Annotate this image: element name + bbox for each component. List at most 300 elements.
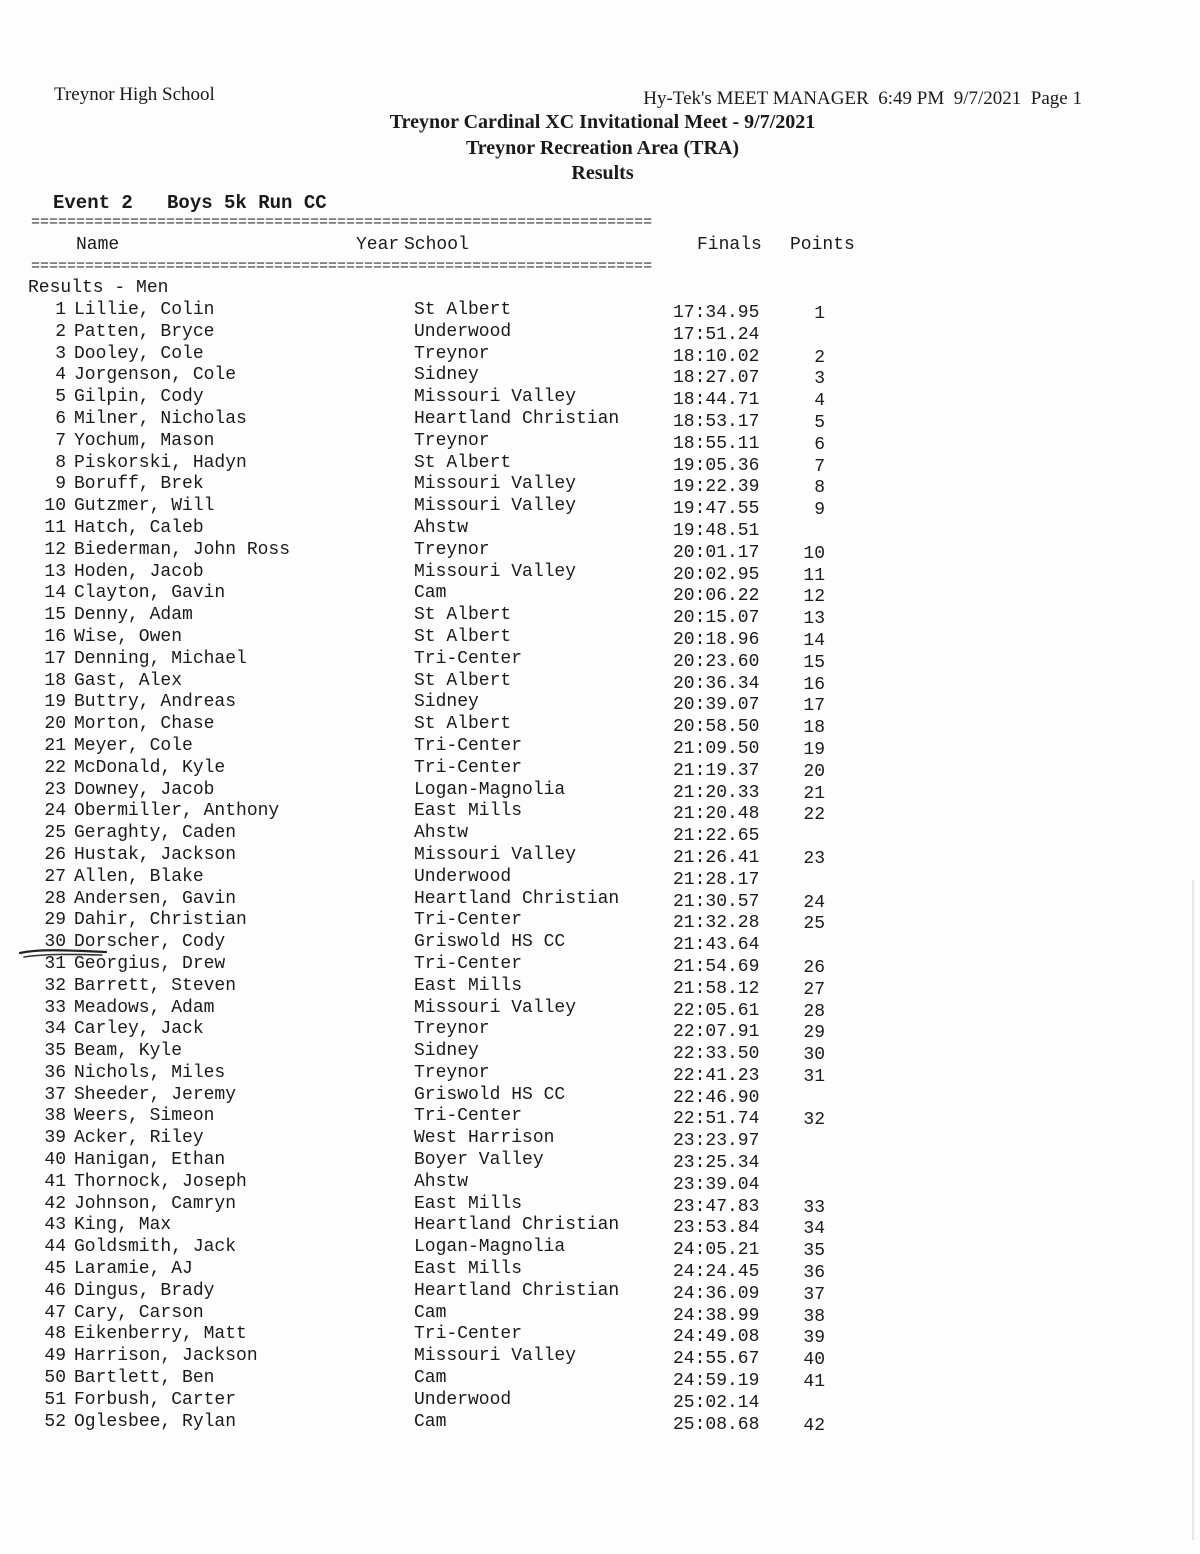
table-row xyxy=(0,453,900,475)
points-cell: 42 xyxy=(803,1415,825,1436)
finals-cell: 18:44.71 xyxy=(673,390,760,411)
table-row xyxy=(0,780,900,802)
name-cell: Johnson, Camryn xyxy=(74,1193,237,1214)
report-type: Results xyxy=(571,162,634,184)
table-row xyxy=(0,562,900,584)
table-row xyxy=(0,1128,900,1150)
school-cell: Tri-Center xyxy=(414,953,523,974)
table-row xyxy=(0,910,900,935)
name-cell: Hustak, Jackson xyxy=(74,844,237,865)
place-cell: 23 xyxy=(44,779,66,800)
table-row xyxy=(0,496,900,521)
school-cell: Underwood xyxy=(414,321,512,342)
place-cell: 48 xyxy=(44,1324,66,1345)
table-row xyxy=(0,605,900,630)
school-cell: Tri-Center xyxy=(414,757,523,778)
name-cell: Obermiller, Anthony xyxy=(74,801,280,822)
points-cell: 28 xyxy=(803,1001,825,1022)
table-row xyxy=(0,736,900,758)
name-cell: Hanigan, Ethan xyxy=(74,1150,226,1171)
school-cell: Heartland Christian xyxy=(414,888,620,909)
table-row xyxy=(0,1085,900,1107)
column-header-year: Year xyxy=(356,235,400,255)
table-row xyxy=(0,867,900,889)
table-row xyxy=(0,1106,900,1131)
school-cell: Griswold HS CC xyxy=(414,932,566,953)
name-cell: Dingus, Brady xyxy=(74,1280,215,1301)
place-cell: 38 xyxy=(44,1106,66,1127)
place-cell: 33 xyxy=(44,997,66,1018)
table-row xyxy=(0,758,900,780)
finals-cell: 24:59.19 xyxy=(673,1371,760,1392)
school-cell: Treynor xyxy=(414,430,490,451)
school-cell: Tri-Center xyxy=(414,648,523,669)
finals-cell: 19:05.36 xyxy=(673,455,760,476)
place-cell: 18 xyxy=(44,670,66,691)
points-cell: 1 xyxy=(814,304,825,324)
school-cell: St Albert xyxy=(414,670,512,691)
points-cell: 6 xyxy=(814,434,825,455)
table-row xyxy=(0,1390,900,1412)
place-cell: 7 xyxy=(55,430,66,451)
name-cell: Weers, Simeon xyxy=(74,1106,215,1127)
points-cell: 31 xyxy=(803,1066,825,1087)
school-cell: Underwood xyxy=(414,1389,512,1410)
table-row xyxy=(0,1041,900,1066)
finals-cell: 21:28.17 xyxy=(673,869,760,890)
points-cell: 22 xyxy=(803,805,825,826)
finals-cell: 22:41.23 xyxy=(673,1065,760,1086)
school-cell: Missouri Valley xyxy=(414,1346,577,1367)
finals-cell: 24:49.08 xyxy=(673,1327,760,1348)
points-cell: 30 xyxy=(803,1045,825,1066)
table-row xyxy=(0,845,900,867)
finals-cell: 20:01.17 xyxy=(673,542,760,563)
name-cell: Denny, Adam xyxy=(74,605,193,626)
finals-cell: 18:27.07 xyxy=(673,368,760,389)
table-row xyxy=(0,518,900,540)
points-cell: 21 xyxy=(803,783,825,804)
name-cell: Gast, Alex xyxy=(74,670,183,691)
name-cell: Jorgenson, Cole xyxy=(74,365,237,386)
name-cell: McDonald, Kyle xyxy=(74,757,226,778)
place-cell: 36 xyxy=(44,1062,66,1083)
finals-cell: 24:55.67 xyxy=(673,1349,760,1370)
finals-cell: 18:53.17 xyxy=(673,411,760,432)
name-cell: Barrett, Steven xyxy=(74,975,237,996)
name-cell: Geraghty, Caden xyxy=(74,823,237,844)
name-cell: Boruff, Brek xyxy=(74,474,204,495)
table-row xyxy=(0,1194,900,1216)
school-cell: Cam xyxy=(414,1302,447,1323)
points-cell: 7 xyxy=(814,456,825,477)
place-cell: 4 xyxy=(55,365,66,386)
finals-cell: 17:34.95 xyxy=(673,303,760,323)
place-cell: 35 xyxy=(44,1041,66,1062)
points-cell: 12 xyxy=(803,587,825,608)
name-cell: Hatch, Caleb xyxy=(74,517,204,538)
school-cell: Missouri Valley xyxy=(414,387,577,408)
school-cell: Missouri Valley xyxy=(414,997,577,1018)
table-row xyxy=(0,998,900,1020)
points-cell: 41 xyxy=(803,1372,825,1393)
finals-cell: 21:19.37 xyxy=(673,760,760,781)
finals-cell: 22:33.50 xyxy=(673,1044,760,1065)
place-cell: 32 xyxy=(44,975,66,996)
points-cell: 33 xyxy=(803,1197,825,1218)
name-cell: Allen, Blake xyxy=(74,866,204,887)
name-cell: Gutzmer, Will xyxy=(74,496,215,517)
school-cell: Missouri Valley xyxy=(414,496,577,517)
table-row xyxy=(0,1172,900,1194)
table-row xyxy=(0,583,900,608)
name-cell: Eikenberry, Matt xyxy=(74,1324,247,1345)
name-cell: Patten, Bryce xyxy=(74,321,215,342)
section-label: Results - Men xyxy=(28,278,169,298)
school-cell: Missouri Valley xyxy=(414,844,577,865)
finals-cell: 21:30.57 xyxy=(673,891,760,912)
name-cell: King, Max xyxy=(74,1215,172,1236)
results-table xyxy=(0,300,900,1436)
table-row xyxy=(0,627,900,649)
table-row xyxy=(0,300,900,322)
finals-cell: 20:06.22 xyxy=(673,586,760,607)
name-cell: Meyer, Cole xyxy=(74,735,193,756)
finals-cell: 21:20.33 xyxy=(673,782,760,803)
school-cell: Missouri Valley xyxy=(414,561,577,582)
scan-edge xyxy=(1192,880,1194,1540)
school-cell: East Mills xyxy=(414,1193,523,1214)
column-header-name: Name xyxy=(76,235,120,255)
finals-cell: 23:53.84 xyxy=(673,1218,760,1239)
table-row xyxy=(0,1368,900,1393)
name-cell: Andersen, Gavin xyxy=(74,888,237,909)
name-cell: Sheeder, Jeremy xyxy=(74,1084,237,1105)
name-cell: Piskorski, Hadyn xyxy=(74,452,247,473)
school-cell: Sidney xyxy=(414,692,479,713)
points-cell: 15 xyxy=(803,652,825,673)
finals-cell: 21:09.50 xyxy=(673,738,760,759)
points-cell: 5 xyxy=(814,412,825,433)
finals-cell: 24:36.09 xyxy=(673,1283,760,1304)
finals-cell: 20:36.34 xyxy=(673,673,760,694)
school-cell: St Albert xyxy=(414,452,512,473)
school-cell: St Albert xyxy=(414,626,512,647)
points-cell: 37 xyxy=(803,1284,825,1305)
points-cell: 23 xyxy=(803,848,825,869)
name-cell: Dorscher, Cody xyxy=(74,932,226,953)
finals-cell: 22:05.61 xyxy=(673,1000,760,1021)
finals-cell: 20:15.07 xyxy=(673,608,760,629)
name-cell: Yochum, Mason xyxy=(74,430,215,451)
school-cell: Treynor xyxy=(414,539,490,560)
finals-cell: 21:26.41 xyxy=(673,847,760,868)
finals-cell: 20:18.96 xyxy=(673,629,760,650)
place-cell: 28 xyxy=(44,888,66,909)
school-cell: Ahstw xyxy=(414,823,469,844)
finals-cell: 24:05.21 xyxy=(673,1240,760,1261)
place-cell: 14 xyxy=(44,583,66,604)
place-cell: 45 xyxy=(44,1259,66,1280)
points-cell: 14 xyxy=(803,630,825,651)
place-cell: 5 xyxy=(55,387,66,408)
points-cell: 38 xyxy=(803,1306,825,1327)
table-row xyxy=(0,954,900,976)
meet-title: Treynor Cardinal XC Invitational Meet - 9/7/2021 xyxy=(389,111,816,133)
place-cell: 8 xyxy=(55,452,66,473)
name-cell: Laramie, AJ xyxy=(74,1259,193,1280)
place-cell: 22 xyxy=(44,757,66,778)
place-cell: 26 xyxy=(44,844,66,865)
points-cell: 10 xyxy=(803,543,825,564)
name-cell: Morton, Chase xyxy=(74,714,215,735)
place-cell: 1 xyxy=(55,300,66,320)
school-cell: St Albert xyxy=(414,605,512,626)
place-cell: 21 xyxy=(44,735,66,756)
finals-cell: 20:02.95 xyxy=(673,564,760,585)
points-cell: 16 xyxy=(803,674,825,695)
place-cell: 42 xyxy=(44,1193,66,1214)
software-stamp: Hy-Tek's MEET MANAGER 6:49 PM 9/7/2021 Page 1 xyxy=(643,88,1082,109)
finals-cell: 18:10.02 xyxy=(673,346,760,367)
place-cell: 47 xyxy=(44,1302,66,1323)
table-row xyxy=(0,1019,900,1044)
name-cell: Georgius, Drew xyxy=(74,953,226,974)
table-row xyxy=(0,671,900,693)
table-row xyxy=(0,823,900,845)
name-cell: Carley, Jack xyxy=(74,1019,204,1040)
school-cell: Tri-Center xyxy=(414,735,523,756)
table-row xyxy=(0,932,900,954)
place-cell: 10 xyxy=(44,496,66,517)
place-cell: 39 xyxy=(44,1128,66,1149)
table-row xyxy=(0,1150,900,1172)
points-cell: 34 xyxy=(803,1219,825,1240)
points-cell: 9 xyxy=(814,500,825,521)
finals-cell: 25:02.14 xyxy=(673,1392,760,1413)
points-cell: 11 xyxy=(803,565,825,586)
school-cell: Cam xyxy=(414,583,447,604)
school-cell: East Mills xyxy=(414,1259,523,1280)
school-cell: Ahstw xyxy=(414,1171,469,1192)
school-cell: Treynor xyxy=(414,1062,490,1083)
name-cell: Milner, Nicholas xyxy=(74,408,247,429)
points-cell: 24 xyxy=(803,892,825,913)
points-cell: 29 xyxy=(803,1023,825,1044)
points-cell: 3 xyxy=(814,369,825,390)
table-row xyxy=(0,474,900,499)
place-cell: 37 xyxy=(44,1084,66,1105)
points-cell: 13 xyxy=(803,609,825,630)
school-cell: East Mills xyxy=(414,975,523,996)
place-cell: 29 xyxy=(44,910,66,931)
finals-cell: 24:24.45 xyxy=(673,1262,760,1283)
points-cell: 32 xyxy=(803,1110,825,1131)
event-title: Event 2 Boys 5k Run CC xyxy=(53,192,327,214)
school-cell: Underwood xyxy=(414,866,512,887)
place-cell: 41 xyxy=(44,1171,66,1192)
finals-cell: 23:25.34 xyxy=(673,1153,760,1174)
school-cell: East Mills xyxy=(414,801,523,822)
divider-rule: ===================================================================== xyxy=(31,262,653,271)
finals-cell: 23:39.04 xyxy=(673,1174,760,1195)
table-row xyxy=(0,1237,900,1262)
table-row xyxy=(0,714,900,739)
name-cell: Acker, Riley xyxy=(74,1128,204,1149)
school-cell: Tri-Center xyxy=(414,910,523,931)
finals-cell: 21:43.64 xyxy=(673,935,760,956)
points-cell: 2 xyxy=(814,347,825,368)
school-cell: Boyer Valley xyxy=(414,1150,544,1171)
name-cell: Cary, Carson xyxy=(74,1302,204,1323)
place-cell: 2 xyxy=(55,321,66,342)
finals-cell: 21:20.48 xyxy=(673,804,760,825)
finals-cell: 17:51.24 xyxy=(673,324,760,345)
finals-cell: 19:47.55 xyxy=(673,499,760,520)
name-cell: Denning, Michael xyxy=(74,648,247,669)
finals-cell: 18:55.11 xyxy=(673,433,760,454)
place-cell: 25 xyxy=(44,823,66,844)
column-header-points: Points xyxy=(790,235,855,255)
place-cell: 51 xyxy=(44,1389,66,1410)
name-cell: Oglesbee, Rylan xyxy=(74,1411,237,1432)
place-cell: 20 xyxy=(44,714,66,735)
finals-cell: 21:32.28 xyxy=(673,913,760,934)
points-cell: 36 xyxy=(803,1263,825,1284)
points-cell: 18 xyxy=(803,718,825,739)
table-row xyxy=(0,1281,900,1303)
name-cell: Thornock, Joseph xyxy=(74,1171,247,1192)
finals-cell: 19:22.39 xyxy=(673,477,760,498)
finals-cell: 20:23.60 xyxy=(673,651,760,672)
school-cell: Heartland Christian xyxy=(414,1280,620,1301)
table-row xyxy=(0,1063,900,1085)
name-cell: Biederman, John Ross xyxy=(74,539,291,560)
school-cell: Cam xyxy=(414,1368,447,1389)
place-cell: 30 xyxy=(44,932,66,953)
place-cell: 17 xyxy=(44,648,66,669)
finals-cell: 20:39.07 xyxy=(673,695,760,716)
place-cell: 46 xyxy=(44,1280,66,1301)
points-cell: 19 xyxy=(803,739,825,760)
place-cell: 13 xyxy=(44,561,66,582)
name-cell: Buttry, Andreas xyxy=(74,692,237,713)
name-cell: Meadows, Adam xyxy=(74,997,215,1018)
points-cell: 17 xyxy=(803,696,825,717)
place-cell: 11 xyxy=(44,517,66,538)
school-cell: Treynor xyxy=(414,1019,490,1040)
finals-cell: 23:47.83 xyxy=(673,1196,760,1217)
table-row xyxy=(0,1412,900,1434)
name-cell: Forbush, Carter xyxy=(74,1389,237,1410)
table-row xyxy=(0,365,900,390)
table-row xyxy=(0,1324,900,1349)
finals-cell: 20:58.50 xyxy=(673,717,760,738)
name-cell: Beam, Kyle xyxy=(74,1041,183,1062)
points-cell: 27 xyxy=(803,979,825,1000)
points-cell: 20 xyxy=(803,761,825,782)
points-cell: 25 xyxy=(803,914,825,935)
table-row xyxy=(0,431,900,453)
column-header-school: School xyxy=(404,235,469,255)
place-cell: 6 xyxy=(55,408,66,429)
finals-cell: 21:22.65 xyxy=(673,826,760,847)
school-cell: St Albert xyxy=(414,714,512,735)
name-cell: Nichols, Miles xyxy=(74,1062,226,1083)
place-cell: 50 xyxy=(44,1368,66,1389)
table-row xyxy=(0,409,900,431)
place-cell: 3 xyxy=(55,343,66,364)
table-row xyxy=(0,801,900,826)
school-cell: Missouri Valley xyxy=(414,474,577,495)
place-cell: 34 xyxy=(44,1019,66,1040)
school-cell: Sidney xyxy=(414,365,479,386)
name-cell: Hoden, Jacob xyxy=(74,561,204,582)
table-row xyxy=(0,889,900,911)
table-row xyxy=(0,322,900,344)
school-cell: Ahstw xyxy=(414,517,469,538)
name-cell: Harrison, Jackson xyxy=(74,1346,258,1367)
table-row xyxy=(0,540,900,562)
place-cell: 16 xyxy=(44,626,66,647)
finals-cell: 24:38.99 xyxy=(673,1305,760,1326)
place-cell: 9 xyxy=(55,474,66,495)
school-cell: Griswold HS CC xyxy=(414,1084,566,1105)
handwritten-strike-mark xyxy=(18,944,108,962)
place-cell: 19 xyxy=(44,692,66,713)
finals-cell: 22:07.91 xyxy=(673,1022,760,1043)
name-cell: Dahir, Christian xyxy=(74,910,247,931)
column-header-finals: Finals xyxy=(697,235,762,255)
divider-rule: ===================================================================== xyxy=(31,218,653,227)
table-row xyxy=(0,1215,900,1240)
place-cell: 43 xyxy=(44,1215,66,1236)
school-cell: Treynor xyxy=(414,343,490,364)
school-cell: Cam xyxy=(414,1411,447,1432)
points-cell: 26 xyxy=(803,957,825,978)
place-cell: 24 xyxy=(44,801,66,822)
points-cell: 40 xyxy=(803,1350,825,1371)
school-cell: Tri-Center xyxy=(414,1324,523,1345)
name-cell: Gilpin, Cody xyxy=(74,387,204,408)
school-cell: Tri-Center xyxy=(414,1106,523,1127)
name-cell: Goldsmith, Jack xyxy=(74,1237,237,1258)
place-cell: 12 xyxy=(44,539,66,560)
place-cell: 52 xyxy=(44,1411,66,1432)
finals-cell: 23:23.97 xyxy=(673,1131,760,1152)
school-cell: St Albert xyxy=(414,300,512,320)
points-cell: 8 xyxy=(814,478,825,499)
finals-cell: 21:54.69 xyxy=(673,956,760,977)
school-cell: Heartland Christian xyxy=(414,408,620,429)
name-cell: Lillie, Colin xyxy=(74,300,215,320)
venue: Treynor Recreation Area (TRA) xyxy=(465,136,740,159)
host-school: Treynor High School xyxy=(54,84,215,105)
finals-cell: 22:46.90 xyxy=(673,1087,760,1108)
place-cell: 40 xyxy=(44,1150,66,1171)
table-row xyxy=(0,344,900,366)
table-row xyxy=(0,976,900,998)
points-cell: 35 xyxy=(803,1241,825,1262)
school-cell: Heartland Christian xyxy=(414,1215,620,1236)
school-cell: Logan-Magnolia xyxy=(414,779,566,800)
table-row xyxy=(0,1346,900,1371)
name-cell: Dooley, Cole xyxy=(74,343,204,364)
place-cell: 49 xyxy=(44,1346,66,1367)
place-cell: 27 xyxy=(44,866,66,887)
table-row xyxy=(0,1303,900,1325)
place-cell: 44 xyxy=(44,1237,66,1258)
